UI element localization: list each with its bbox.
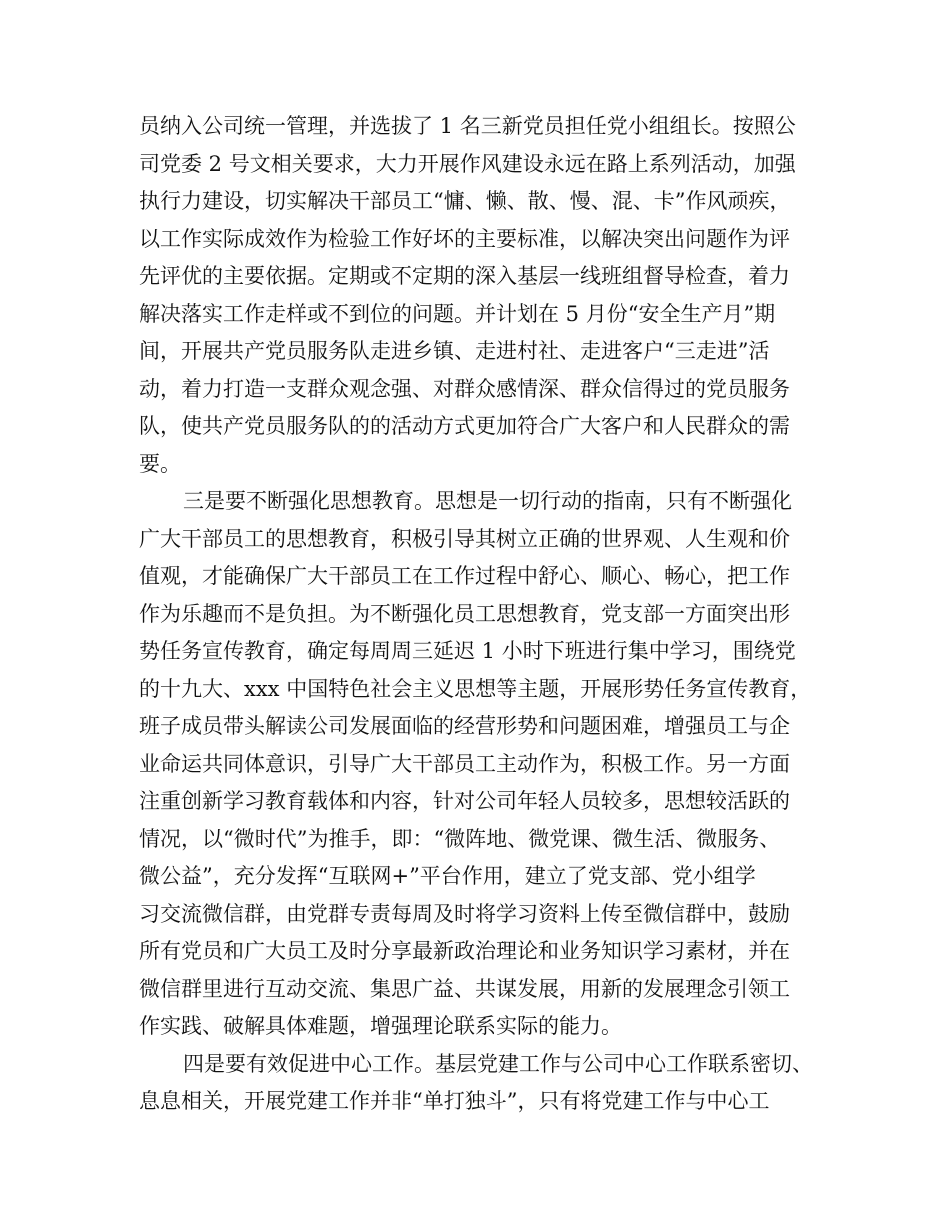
text-line: 执行力建设，切实解决干部员工“慵、懒、散、慢、混、卡”作风顽疾， [139, 189, 791, 213]
text-line: 息息相关，开展党建工作并非“单打独斗”，只有将党建工作与中心工 [139, 1089, 770, 1113]
text-line: 势任务宣传教育，确定每周周三延迟 1 小时下班进行集中学习，围绕党 [139, 639, 796, 663]
text-line: 所有党员和广大员工及时分享最新政治理论和业务知识学习素材，并在 [139, 939, 790, 963]
text-line: 微信群里进行互动交流、集思广益、共谋发展，用新的发展理念引领工 [139, 976, 790, 1001]
text-line: 解决落实工作走样或不到位的问题。并计划在 5 月份“安全生产月”期 [139, 301, 776, 326]
text-line: 微公益”，充分发挥“互联网+”平台作用，建立了党支部、党小组学 [139, 864, 756, 888]
body-text [139, 108, 824, 1121]
text-line: 情况，以“微时代”为推手，即：“微阵地、微党课、微生活、微服务、 [139, 826, 781, 851]
text-line: 作实践、破解具体难题，增强理论联系实际的能力。 [139, 1014, 622, 1038]
text-line: 的十九大、xxx 中国特色社会主义思想等主题，开展形势任务宣传教育， [139, 676, 812, 701]
text-line: 员纳入公司统一管理，并选拔了 1 名三新党员担任党小组组长。按照公 [139, 114, 796, 138]
text-line: 以工作实际成效作为检验工作好坏的主要标准，以解决突出问题作为评 [139, 226, 790, 251]
text-line: 习交流微信群，由党群专责每周及时将学习资料上传至微信群中，鼓励 [139, 901, 790, 926]
text-line: 业命运共同体意识，引导广大干部员工主动作为，积极工作。另一方面 [139, 751, 790, 776]
text-line: 注重创新学习教育载体和内容，针对公司年轻人员较多，思想较活跃的 [139, 789, 790, 813]
text-line: 值观，才能确保广大干部员工在工作过程中舒心、顺心、畅心，把工作 [139, 564, 790, 588]
text-line: 作为乐趣而不是负担。为不断强化员工思想教育，党支部一方面突出形 [139, 601, 790, 626]
text-line: 要。 [139, 451, 181, 476]
text-line: 间，开展共产党员服务队走进乡镇、走进村社、走进客户“三走进”活 [139, 339, 770, 363]
text-line: 动，着力打造一支群众观念强、对群众感情深、群众信得过的党员服务 [139, 376, 790, 401]
text-line: 班子成员带头解读公司发展面临的经营形势和问题困难，增强员工与企 [139, 714, 790, 738]
paragraph-start-line: 四是要有效促进中心工作。基层党建工作与公司中心工作联系密切、 [183, 1051, 813, 1076]
paragraph-start-line: 三是要不断强化思想教育。思想是一切行动的指南，只有不断强化 [183, 489, 792, 513]
text-line: 先评优的主要依据。定期或不定期的深入基层一线班组督导检查，着力 [139, 264, 790, 288]
text-line: 司党委 2 号文相关要求，大力开展作风建设永远在路上系列活动，加强 [139, 151, 796, 176]
text-line: 队，使共产党员服务队的的活动方式更加符合广大客户和人民群众的需 [139, 414, 790, 438]
text-line: 广大干部员工的思想教育，积极引导其树立正确的世界观、人生观和价 [139, 526, 790, 551]
